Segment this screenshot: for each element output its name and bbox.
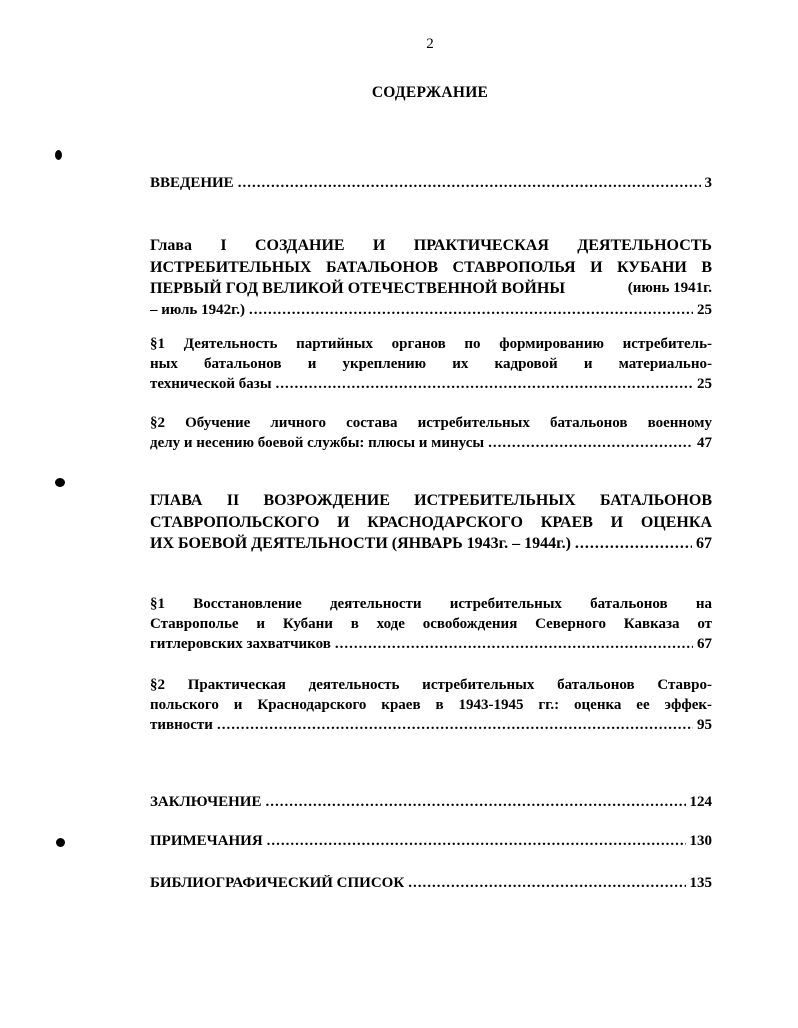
toc-text-line: §2 Обучение личного состава истребительных батальонов военному	[150, 415, 712, 431]
toc-label: ВВЕДЕНИЕ	[150, 175, 234, 191]
toc-dots	[335, 634, 693, 654]
toc-entry-bibliography[interactable]	[150, 875, 712, 892]
toc-dots	[238, 175, 701, 192]
toc-label: делу и несению боевой службы: плюсы и минусы	[150, 435, 485, 451]
toc-text-line: ных батальонов и укреплению их кадровой и материально-	[150, 356, 712, 372]
toc-entry-chapter-2[interactable]	[150, 490, 712, 555]
toc-label: гитлеровских захватчиков	[150, 636, 331, 652]
toc-dots	[575, 533, 692, 555]
toc-page: 130	[689, 833, 712, 849]
toc-page: 135	[689, 875, 712, 891]
toc-text-line: ПЕРВЫЙ ГОД ВЕЛИКОЙ ОТЕЧЕСТВЕННОЙ ВОЙНЫ	[150, 280, 566, 297]
toc-entry-chapter-1[interactable]	[150, 235, 712, 321]
toc-dots	[276, 374, 693, 394]
toc-dots	[265, 794, 685, 811]
toc-text-line: §1 Восстановление деятельности истребительных батальонов на	[150, 596, 712, 612]
toc-entry-section-1-2[interactable]	[150, 413, 712, 453]
toc-entry-section-2-1[interactable]	[150, 594, 712, 654]
scan-smudge-2	[55, 478, 65, 487]
toc-label: тивности	[150, 717, 213, 733]
toc-dots	[249, 300, 693, 322]
toc-page: 25	[697, 376, 712, 392]
page-title: СОДЕРЖАНИЕ	[371, 84, 489, 101]
toc-label: технической базы	[150, 376, 272, 392]
toc-label: ЗАКЛЮЧЕНИЕ	[150, 794, 262, 810]
toc-entry-section-2-2[interactable]	[150, 675, 712, 735]
toc-label: – июль 1942г.)	[150, 301, 245, 318]
scan-smudge-3	[56, 838, 65, 847]
toc-page: 3	[704, 175, 712, 191]
toc-text-line: (июнь 1941г.	[627, 280, 712, 296]
toc-label: БИБЛИОГРАФИЧЕСКИЙ СПИСОК	[150, 875, 405, 891]
page-number: 2	[426, 36, 434, 52]
toc-entry-introduction[interactable]	[150, 175, 712, 192]
toc-text-line: Глава I СОЗДАНИЕ И ПРАКТИЧЕСКАЯ ДЕЯТЕЛЬНОСТЬ	[150, 237, 712, 254]
toc-text-line: §1 Деятельность партийных органов по формированию истребитель-	[150, 336, 712, 352]
toc-entry-notes[interactable]	[150, 833, 712, 850]
scan-smudge-1	[55, 150, 62, 160]
toc-page: 67	[697, 636, 712, 652]
toc-text-line: Ставрополье и Кубани в ходе освобождения Северного Кавказа от	[150, 616, 712, 632]
toc-dots	[267, 833, 686, 850]
toc-page: 67	[696, 535, 712, 552]
toc-text-line: СТАВРОПОЛЬСКОГО И КРАСНОДАРСКОГО КРАЕВ И ОЦЕНКА	[150, 513, 712, 531]
toc-dots	[488, 433, 693, 453]
toc-dots	[408, 875, 685, 892]
toc-entry-conclusion[interactable]	[150, 794, 712, 811]
toc-page: 124	[689, 794, 712, 810]
toc-text-line: ГЛАВА II ВОЗРОЖДЕНИЕ ИСТРЕБИТЕЛЬНЫХ БАТАЛЬОНОВ	[150, 492, 712, 509]
toc-page: 47	[697, 435, 712, 451]
toc-text-line: ИСТРЕБИТЕЛЬНЫХ БАТАЛЬОНОВ СТАВРОПОЛЬЯ И КУБАНИ В	[150, 258, 712, 276]
toc-page: 95	[697, 717, 712, 733]
toc-page: 25	[697, 301, 712, 318]
toc-text-line: польского и Краснодарского краев в 1943-1945 гг.: оценка ее эффек-	[150, 697, 712, 713]
toc-dots	[217, 715, 693, 735]
toc-label: ИХ БОЕВОЙ ДЕЯТЕЛЬНОСТИ (ЯНВАРЬ 1943г. – 1944г.)	[150, 535, 571, 552]
toc-text-line: §2 Практическая деятельность истребительных батальонов Ставро-	[150, 677, 712, 693]
toc-entry-section-1-1[interactable]	[150, 334, 712, 394]
toc-label: ПРИМЕЧАНИЯ	[150, 833, 263, 849]
